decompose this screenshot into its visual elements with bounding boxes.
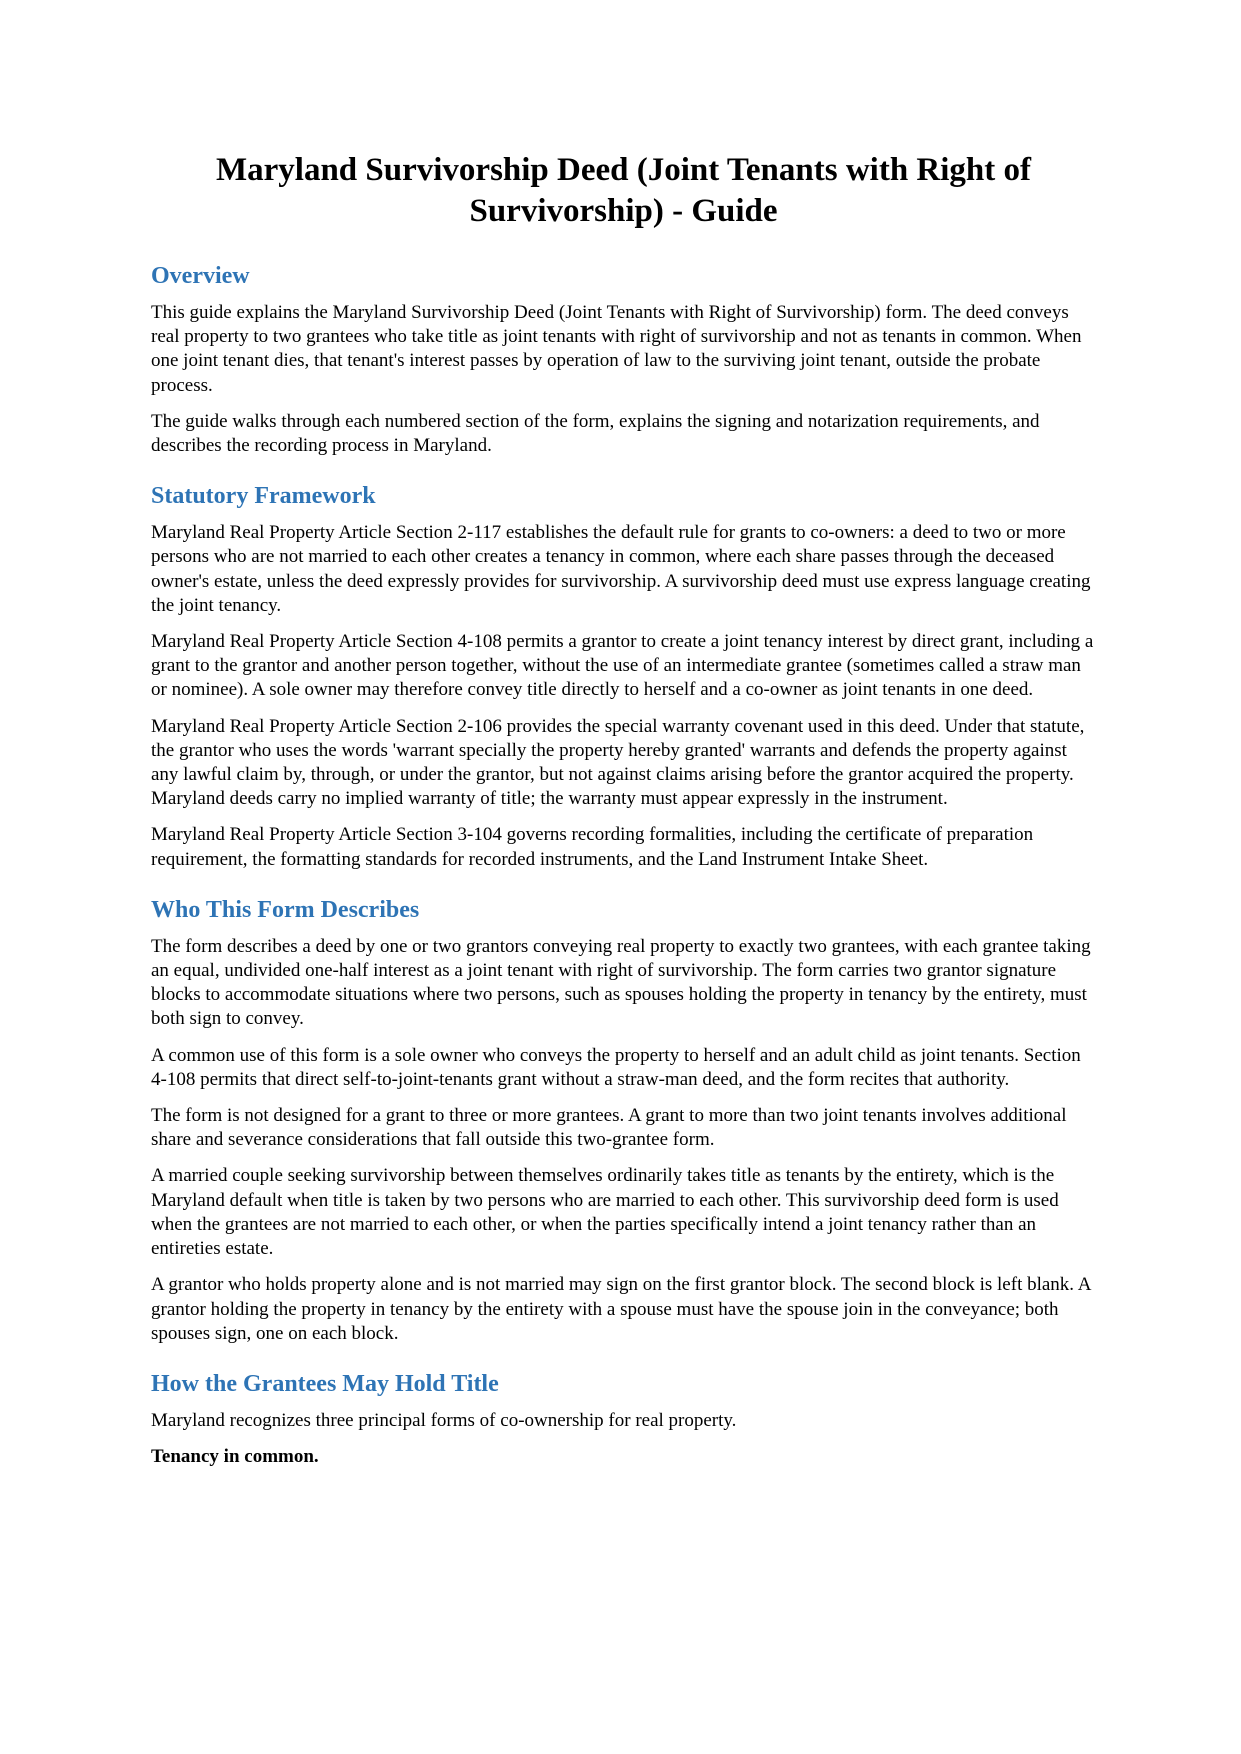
paragraph: A grantor who holds property alone and is not married may sign on the first grantor block. The second block is left blank. A grantor holding the property in tenancy by the entirety with a spouse must have the spouse join in the conveyance; both spouses sign, one on each block. (151, 1274, 1091, 1344)
document-title: Maryland Survivorship Deed (Joint Tenants with Right of Survivorship) - Guide (215, 152, 1032, 229)
paragraph: Maryland recognizes three principal forms of co-ownership for real property. (151, 1409, 737, 1431)
paragraph: A married couple seeking survivorship between themselves ordinarily takes title as tenants by the entirety, which is the Maryland default when title is taken by two persons who are married to each other. This survivorship deed form is used when the grantees are not married to each other, or when the parties specifically intend a joint tenancy rather than an entireties estate. (151, 1165, 1059, 1260)
subheading-tenancy-in-common: Tenancy in common. (151, 1446, 319, 1468)
paragraph: A common use of this form is a sole owner who conveys the property to herself and an adult child as joint tenants. Section 4-108 permits that direct self-to-joint-tenants grant without a straw-man deed, and the form recites that authority. (151, 1044, 1081, 1090)
document-page (151, 150, 1096, 1469)
paragraph: Maryland Real Property Article Section 4-108 permits a grantor to create a joint tenancy interest by direct grant, including a grant to the grantor and another person together, without the use of an intermediate grantee (sometimes called a straw man or nominee). A sole owner may therefore convey title directly to herself and a co-owner as joint tenants in one deed. (151, 631, 1094, 701)
paragraph: Maryland Real Property Article Section 3-104 governs recording formalities, including the certificate of preparation requirement, the formatting standards for recorded instruments, and the Land Instrument Intake Sheet. (151, 824, 1034, 870)
paragraph: The guide walks through each numbered section of the form, explains the signing and notarization requirements, and describes the recording process in Maryland. (151, 410, 1040, 457)
section-heading-statutory-framework: Statutory Framework (151, 483, 376, 510)
paragraph: The form describes a deed by one or two grantors conveying real property to exactly two grantees, with each grantee taking an equal, undivided one-half interest as a joint tenant with right of survivorship. The form carries two grantor signature blocks to accommodate situations where two persons, such as spouses holding the property in tenancy by the entirety, must both sign to convey. (151, 935, 1091, 1030)
paragraph: Maryland Real Property Article Section 2-106 provides the special warranty covenant used in this deed. Under that statute, the grantor who uses the words 'warrant specially the property hereby granted' warrants and defends the property against any lawful claim by, through, or under the grantor, but not against claims arising before the grantor acquired the property. Maryland deeds carry no implied warranty of title; the warranty must appear expressly in the instrument. (151, 715, 1085, 810)
section-heading-how-grantees-hold-title: How the Grantees May Hold Title (151, 1370, 499, 1397)
paragraph: Maryland Real Property Article Section 2-117 establishes the default rule for grants to co-owners: a deed to two or more persons who are not married to each other creates a tenancy in common, where each share passes through the deceased owner's estate, unless the deed expressly provides for survivorship. A survivorship deed must use express language creating the joint tenancy. (151, 522, 1091, 616)
section-heading-overview: Overview (151, 263, 250, 289)
paragraph: The form is not designed for a grant to three or more grantees. A grant to more than two joint tenants involves additional share and severance considerations that fall outside this two-grantee form. (151, 1105, 1067, 1151)
paragraph: This guide explains the Maryland Survivorship Deed (Joint Tenants with Right of Survivorship) form. The deed conveys real property to two grantees who take title as joint tenants with right of survivorship and not as tenants in common. When one joint tenant dies, that tenant's interest passes by operation of law to the surviving joint tenant, outside the probate process. (151, 302, 1082, 396)
section-heading-who-this-form-describes: Who This Form Describes (151, 896, 420, 923)
